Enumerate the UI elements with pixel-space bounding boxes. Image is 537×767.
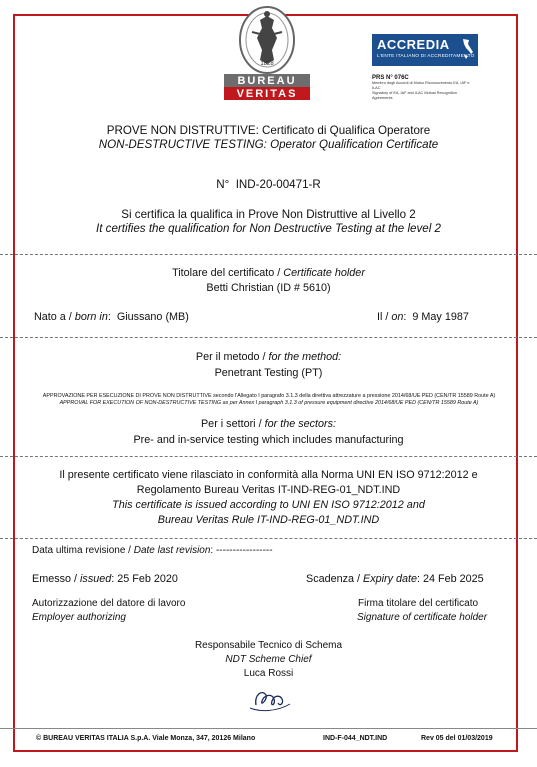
born-label-en: born in — [74, 311, 108, 323]
born-place: Giussano (MB) — [116, 311, 189, 323]
born-date: 9 May 1987 — [412, 311, 469, 323]
sectors-label-en: for the sectors: — [264, 418, 337, 430]
footer-rev: Rev 05 del 01/03/2019 — [421, 735, 493, 742]
method-label-it: Per il metodo / — [195, 351, 269, 363]
approval-it: APPROVAZIONE PER ESECUZIONE DI PROVE NON DISTRUTTIVE secondo l'Allegato I paragrafo 3.1.3 della direttiva attrezzature a pressione 2014/68/UE PED (CEN/TR 15589 Route A) — [42, 393, 496, 399]
issued-value: : 25 Feb 2020 — [111, 573, 178, 585]
method-label — [0, 351, 537, 363]
footer-rule — [0, 728, 537, 729]
conformity-en-1: This certificate is issued according to UNI EN ISO 9712:2012 and — [112, 499, 425, 511]
accredia-note-en: Signatory of EA, IAF and ILAC Mutual Recognition Agreements — [372, 91, 457, 100]
issued-date — [32, 573, 178, 585]
conformity-en-2: Bureau Veritas Rule IT-IND-REG-01_NDT.IND — [157, 514, 380, 526]
employer-authorizing-it: Autorizzazione del datore di lavoro — [32, 598, 186, 609]
veritas-wordmark: VERITAS — [236, 88, 298, 100]
bureau-veritas-logo — [222, 4, 312, 107]
accredia-subtitle: L'ENTE ITALIANO DI ACCREDITAMENTO — [377, 54, 475, 59]
bureau-wordmark: BUREAU — [237, 75, 297, 87]
holder-label-it: Titolare del certificato / — [172, 267, 284, 279]
holder-label — [0, 267, 537, 279]
holder-label-en: Certificate holder — [283, 267, 365, 279]
holder-signature-en: Signature of certificate holder — [357, 612, 488, 623]
on-label-it: Il / — [377, 311, 392, 323]
title-it: PROVE NON DISTRUTTIVE: Certificato di Qualifica Operatore — [106, 124, 431, 137]
issued-label-it: Emesso / — [32, 573, 81, 585]
scheme-chief-name: Luca Rossi — [243, 668, 294, 679]
conformity-it-2: Regolamento Bureau Veritas IT-IND-REG-01_NDT.IND — [136, 484, 401, 496]
method-label-en: for the method: — [268, 351, 342, 363]
holder-name: Betti Christian (ID # 5610) — [206, 282, 331, 294]
accredia-note-it: Membro degli Accordi di Mutuo Riconoscimento EA, IAF e ILAC — [372, 81, 470, 90]
scheme-chief-it: Responsabile Tecnico di Schema — [194, 640, 343, 651]
signature-icon — [246, 683, 294, 715]
certificate-number-value: IND-20-00471-R — [235, 178, 321, 191]
born-on: Il / on: 9 May 1987 — [377, 311, 469, 323]
last-revision — [32, 545, 273, 556]
accredia-badge — [372, 34, 478, 66]
born-label-it: Nato a / — [34, 311, 75, 323]
certificate-number — [0, 178, 537, 191]
revision-label-it: Data ultima revisione / — [32, 545, 134, 556]
method-value: Penetrant Testing (PT) — [214, 367, 323, 379]
expiry-label-en: Expiry date — [363, 573, 418, 585]
title-en: NON-DESTRUCTIVE TESTING: Operator Qualification Certificate — [98, 138, 439, 151]
accredia-prs: PRS N° 076C — [372, 75, 409, 81]
scheme-chief-en: NDT Scheme Chief — [225, 654, 312, 665]
expiry-value: : 24 Feb 2025 — [417, 573, 484, 585]
issued-label-en: issued — [80, 573, 112, 585]
accredia-logo — [372, 34, 478, 101]
separator — [0, 538, 537, 539]
expiry-date — [306, 573, 484, 585]
separator — [0, 337, 537, 338]
accredia-title: ACCREDIA — [377, 37, 450, 52]
sectors-label-it: Per i settori / — [200, 418, 265, 430]
italy-map-icon — [460, 38, 474, 60]
holder-signature-it: Firma titolare del certificato — [358, 598, 479, 609]
level-it: Si certifica la qualifica in Prove Non Distruttive al Livello 2 — [121, 208, 416, 221]
footer-company: © BUREAU VERITAS ITALIA S.p.A. Viale Monza, 347, 20126 Milano — [36, 735, 256, 742]
certificate-number-label: N° — [216, 178, 230, 191]
revision-label-en: Date last revision — [133, 545, 211, 556]
separator — [0, 254, 537, 255]
employer-authorizing-en: Employer authorizing — [32, 612, 126, 623]
seal-year: 1828 — [260, 61, 274, 67]
separator — [0, 456, 537, 457]
footer-form: IND-F-044_NDT.IND — [323, 735, 388, 742]
on-label-en: on — [391, 311, 404, 323]
sectors-value: Pre- and in-service testing which includes manufacturing — [133, 434, 404, 446]
born-in: Nato a / born in: Giussano (MB) — [34, 311, 189, 323]
approval-en: APPROVAL FOR EXECUTION OF NON-DESTRUCTIVE TESTING as per Annex I paragraph 3.1.3 of pressure equipment directive 2014/68/UE PED (CEN/TR 15589 Route A) — [59, 400, 479, 406]
level-en: It certifies the qualification for Non Destructive Testing at the level 2 — [96, 222, 441, 235]
revision-value: : ----------------- — [210, 545, 273, 556]
expiry-label-it: Scadenza / — [306, 573, 364, 585]
conformity-it-1: Il presente certificato viene rilasciato in conformità alla Norma UNI EN ISO 9712:2012 e — [59, 469, 478, 481]
sectors-label — [0, 418, 537, 430]
